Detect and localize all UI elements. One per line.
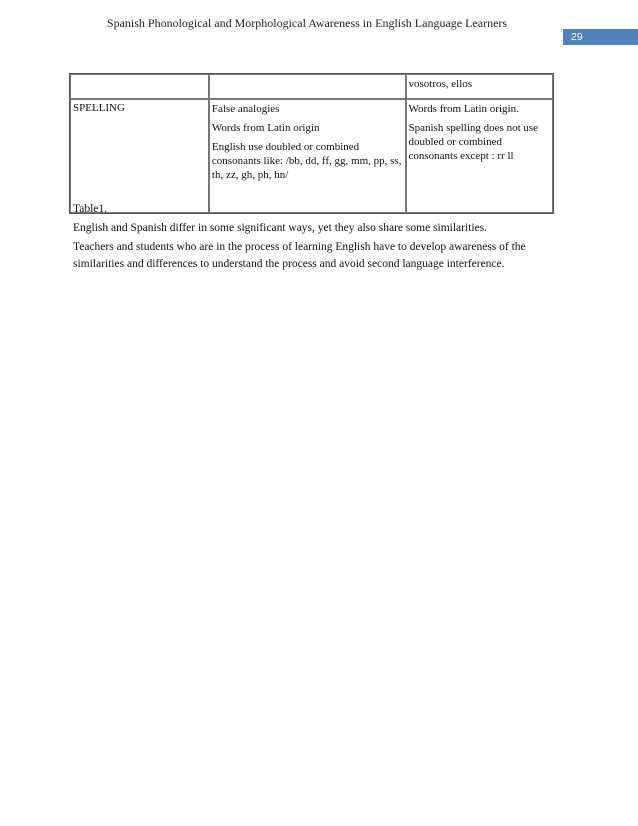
paragraph: English and Spanish differ in some significant ways, yet they also share some similarities. <box>73 222 488 234</box>
cell-text: vosotros, ellos <box>408 78 473 90</box>
paragraph: Teachers and students who are in the process of learning English have to develop awareness of the similarities and differences to understand the process and avoid second language interference. <box>73 241 526 270</box>
running-title: Spanish Phonological and Morphological Awareness in English Language Learners <box>106 16 508 30</box>
table-row <box>70 99 553 213</box>
table-caption: Table1. <box>73 203 108 215</box>
running-header <box>0 16 638 31</box>
table-row <box>70 74 553 99</box>
table-cell <box>70 74 209 99</box>
table-cell <box>406 74 554 99</box>
cell-text: Words from Latin origin. <box>408 103 519 115</box>
cell-text: English use doubled or combined consonants like: /bb, dd, ff, gg, mm, pp, ss, th, zz, gh, ph, hn/ <box>211 141 402 181</box>
cell-text: Spanish spelling does not use doubled or combined consonants except : rr ll <box>408 122 539 162</box>
table-cell: SPELLING <box>70 99 209 213</box>
page-number: 29 <box>563 29 638 45</box>
cell-text: Words from Latin origin <box>211 122 320 134</box>
cell-text: False analogies <box>211 103 280 115</box>
comparison-table <box>69 73 554 214</box>
table-cell <box>406 99 554 213</box>
table-cell <box>209 99 406 213</box>
table-cell <box>209 74 406 99</box>
